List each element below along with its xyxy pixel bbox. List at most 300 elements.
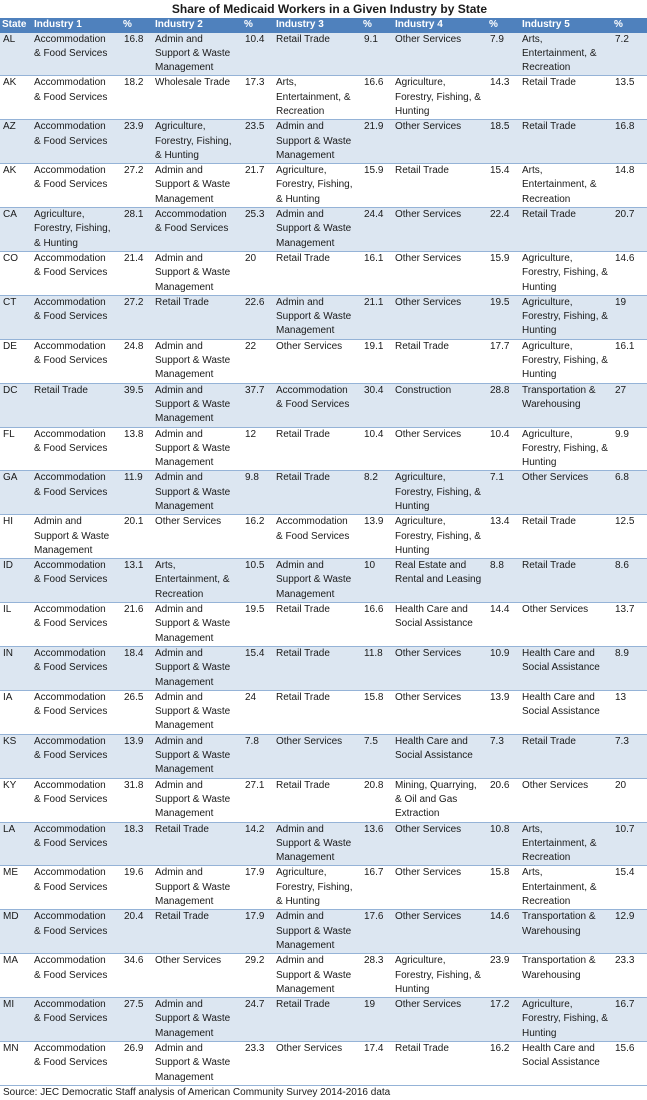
pct-3-cell: 24.4 [364, 209, 384, 221]
pct-4-cell: 7.1 [490, 472, 504, 484]
pct-4-cell: 10.8 [490, 823, 510, 835]
industry-5-cell: Arts, Entertainment, & Recreation [522, 823, 597, 864]
state-cell: AK [3, 77, 17, 89]
pct-5-cell: 16.8 [615, 121, 635, 133]
pct-5-cell: 9.9 [615, 428, 629, 440]
state-cell: CA [3, 209, 17, 221]
pct-3-cell: 16.7 [364, 867, 384, 879]
pct-1-cell: 13.8 [124, 428, 144, 440]
pct-2-cell: 12 [245, 428, 257, 440]
table-row [0, 339, 647, 383]
table-row [0, 734, 647, 778]
pct-4-cell: 18.5 [490, 121, 510, 133]
industry-1-cell: Accommodation & Food Services [34, 999, 108, 1025]
industry-2-cell: Arts, Entertainment, & Recreation [155, 560, 230, 600]
pct-5-cell: 7.3 [615, 735, 629, 747]
state-cell: FL [3, 428, 15, 440]
industry-table [0, 18, 647, 1086]
industry-3-cell: Retail Trade [276, 472, 330, 484]
industry-4-cell: Other Services [395, 999, 462, 1011]
header-industry-1: Industry 1 [32, 18, 121, 33]
pct-3-cell: 17.4 [364, 1042, 384, 1054]
header-pct-3: % [361, 18, 393, 33]
pct-3-cell: 10.4 [364, 428, 384, 440]
industry-4-cell: Other Services [395, 867, 462, 879]
pct-3-cell: 10 [364, 560, 376, 572]
pct-4-cell: 13.9 [490, 691, 510, 703]
pct-5-cell: 8.6 [615, 560, 629, 572]
pct-1-cell: 18.4 [124, 647, 144, 659]
industry-4-cell: Health Care and Social Assistance [395, 604, 473, 630]
pct-3-cell: 13.6 [364, 823, 384, 835]
pct-4-cell: 17.7 [490, 340, 510, 352]
industry-2-cell: Admin and Support & Waste Management [155, 999, 231, 1039]
industry-4-cell: Agriculture, Forestry, Fishing, & Hunting [395, 472, 481, 512]
state-cell: AL [3, 33, 16, 45]
state-cell: DC [3, 384, 18, 396]
industry-2-cell: Retail Trade [155, 911, 209, 923]
industry-4-cell: Other Services [395, 911, 462, 923]
pct-4-cell: 28.8 [490, 384, 510, 396]
pct-2-cell: 25.3 [245, 209, 265, 221]
industry-2-cell: Agriculture, Forestry, Fishing, & Hunting [155, 121, 232, 161]
table-row [0, 690, 647, 734]
pct-3-cell: 15.8 [364, 691, 384, 703]
pct-5-cell: 13.7 [615, 604, 635, 616]
pct-3-cell: 19 [364, 999, 376, 1011]
table-title: Share of Medicaid Workers in a Given Industry by State [171, 2, 488, 16]
pct-3-cell: 30.4 [364, 384, 384, 396]
table-row [0, 76, 647, 120]
pct-5-cell: 13 [615, 691, 627, 703]
state-cell: ME [3, 867, 18, 879]
pct-5-cell: 6.8 [615, 472, 629, 484]
industry-2-cell: Admin and Support & Waste Management [155, 472, 231, 512]
pct-1-cell: 26.5 [124, 691, 144, 703]
industry-2-cell: Other Services [155, 955, 222, 967]
industry-3-cell: Other Services [276, 735, 343, 747]
industry-2-cell: Admin and Support & Waste Management [155, 779, 231, 820]
pct-4-cell: 14.4 [490, 604, 510, 616]
industry-4-cell: Other Services [395, 33, 462, 45]
pct-5-cell: 13.5 [615, 77, 635, 89]
pct-2-cell: 22 [245, 340, 257, 352]
state-cell: IN [3, 647, 13, 659]
industry-3-cell: Admin and Support & Waste Management [276, 911, 352, 951]
pct-1-cell: 11.9 [124, 472, 143, 484]
state-cell: LA [3, 823, 16, 835]
industry-3-cell: Retail Trade [276, 647, 330, 659]
pct-2-cell: 29.2 [245, 955, 265, 967]
pct-4-cell: 14.6 [490, 911, 510, 923]
pct-1-cell: 27.2 [124, 296, 144, 308]
state-cell: HI [3, 516, 13, 528]
industry-4-cell: Retail Trade [395, 165, 449, 177]
pct-2-cell: 17.9 [245, 867, 265, 879]
pct-2-cell: 9.8 [245, 472, 259, 484]
state-cell: MD [3, 911, 19, 923]
pct-1-cell: 27.5 [124, 999, 144, 1011]
pct-5-cell: 16.1 [615, 340, 635, 352]
industry-2-cell: Admin and Support & Waste Management [155, 384, 231, 425]
industry-4-cell: Other Services [395, 647, 462, 659]
table-row [0, 559, 647, 603]
table-row [0, 603, 647, 647]
state-cell: MN [3, 1042, 19, 1054]
state-cell: IA [3, 691, 13, 703]
table-row [0, 164, 647, 208]
pct-2-cell: 37.7 [245, 384, 265, 396]
industry-5-cell: Health Care and Social Assistance [522, 1042, 600, 1069]
pct-3-cell: 11.8 [364, 647, 383, 659]
industry-1-cell: Accommodation & Food Services [34, 867, 108, 893]
industry-1-cell: Accommodation & Food Services [34, 33, 108, 59]
industry-4-cell: Other Services [395, 121, 462, 133]
state-cell: CT [3, 296, 17, 308]
header-pct-2: % [242, 18, 274, 33]
pct-2-cell: 10.4 [245, 33, 265, 45]
header-pct-1: % [121, 18, 153, 33]
industry-1-cell: Accommodation & Food Services [34, 472, 108, 498]
industry-5-cell: Arts, Entertainment, & Recreation [522, 867, 597, 908]
industry-2-cell: Admin and Support & Waste Management [155, 165, 231, 205]
table-row [0, 208, 647, 252]
pct-2-cell: 24 [245, 691, 257, 703]
industry-3-cell: Admin and Support & Waste Management [276, 823, 352, 864]
pct-1-cell: 24.8 [124, 340, 144, 352]
pct-4-cell: 8.8 [490, 560, 504, 572]
industry-3-cell: Retail Trade [276, 999, 330, 1011]
industry-1-cell: Agriculture, Forestry, Fishing, & Hunting [34, 209, 111, 249]
industry-3-cell: Admin and Support & Waste Management [276, 296, 352, 337]
industry-1-cell: Accommodation & Food Services [34, 1042, 108, 1069]
industry-5-cell: Retail Trade [522, 121, 576, 133]
pct-1-cell: 31.8 [124, 779, 144, 791]
industry-3-cell: Arts, Entertainment, & Recreation [276, 77, 351, 117]
industry-1-cell: Accommodation & Food Services [34, 779, 108, 805]
industry-3-cell: Agriculture, Forestry, Fishing, & Hunting [276, 165, 353, 205]
industry-5-cell: Agriculture, Forestry, Fishing, & Hunting [522, 340, 608, 381]
industry-2-cell: Other Services [155, 516, 222, 528]
industry-4-cell: Retail Trade [395, 1042, 449, 1054]
pct-1-cell: 27.2 [124, 165, 144, 177]
pct-2-cell: 23.3 [245, 1042, 265, 1054]
industry-5-cell: Health Care and Social Assistance [522, 647, 600, 674]
pct-1-cell: 20.4 [124, 911, 144, 923]
pct-2-cell: 20 [245, 252, 257, 264]
industry-3-cell: Other Services [276, 1042, 343, 1054]
table-row [0, 471, 647, 515]
pct-4-cell: 14.3 [490, 77, 510, 89]
industry-4-cell: Other Services [395, 209, 462, 221]
industry-5-cell: Agriculture, Forestry, Fishing, & Hunting [522, 428, 608, 469]
table-row [0, 295, 647, 339]
pct-3-cell: 8.2 [364, 472, 378, 484]
pct-3-cell: 7.5 [364, 735, 378, 747]
industry-2-cell: Retail Trade [155, 296, 209, 308]
table-row [0, 998, 647, 1042]
industry-3-cell: Agriculture, Forestry, Fishing, & Hunting [276, 867, 353, 908]
industry-1-cell: Accommodation & Food Services [34, 340, 108, 367]
industry-2-cell: Admin and Support & Waste Management [155, 647, 231, 688]
pct-3-cell: 17.6 [364, 911, 384, 923]
industry-1-cell: Accommodation & Food Services [34, 296, 108, 323]
state-cell: KY [3, 779, 17, 791]
pct-3-cell: 19.1 [364, 340, 384, 352]
industry-1-cell: Accommodation & Food Services [34, 77, 108, 103]
table-row [0, 120, 647, 164]
pct-4-cell: 13.4 [490, 516, 510, 528]
state-cell: IL [3, 604, 12, 616]
industry-5-cell: Other Services [522, 779, 589, 791]
industry-2-cell: Admin and Support & Waste Management [155, 867, 231, 908]
industry-3-cell: Accommodation & Food Services [276, 516, 350, 542]
industry-1-cell: Accommodation & Food Services [34, 735, 108, 762]
industry-5-cell: Retail Trade [522, 77, 576, 89]
pct-3-cell: 13.9 [364, 516, 384, 528]
pct-2-cell: 19.5 [245, 604, 265, 616]
pct-3-cell: 21.1 [364, 296, 384, 308]
pct-4-cell: 7.3 [490, 735, 504, 747]
pct-5-cell: 7.2 [615, 33, 629, 45]
pct-2-cell: 16.2 [245, 516, 265, 528]
industry-5-cell: Agriculture, Forestry, Fishing, & Hunting [522, 296, 608, 337]
industry-3-cell: Retail Trade [276, 604, 330, 616]
industry-5-cell: Retail Trade [522, 516, 576, 528]
industry-4-cell: Other Services [395, 823, 462, 835]
industry-1-cell: Accommodation & Food Services [34, 560, 108, 586]
industry-5-cell: Agriculture, Forestry, Fishing, & Hunting [522, 252, 608, 293]
pct-4-cell: 10.4 [490, 428, 510, 440]
industry-2-cell: Admin and Support & Waste Management [155, 340, 231, 381]
pct-2-cell: 24.7 [245, 999, 265, 1011]
header-industry-3: Industry 3 [274, 18, 361, 33]
pct-5-cell: 14.6 [615, 252, 635, 264]
table-row [0, 251, 647, 295]
pct-2-cell: 7.8 [245, 735, 259, 747]
industry-1-cell: Accommodation & Food Services [34, 647, 108, 674]
pct-5-cell: 15.6 [615, 1042, 635, 1054]
state-cell: AK [3, 165, 17, 177]
industry-1-cell: Admin and Support & Waste Management [34, 516, 110, 556]
table-row [0, 822, 647, 866]
pct-1-cell: 21.6 [124, 604, 144, 616]
header-industry-4: Industry 4 [393, 18, 487, 33]
industry-4-cell: Agriculture, Forestry, Fishing, & Hunting [395, 516, 481, 556]
pct-1-cell: 20.1 [124, 516, 144, 528]
industry-4-cell: Other Services [395, 296, 462, 308]
industry-3-cell: Retail Trade [276, 428, 330, 440]
table-row [0, 33, 647, 76]
industry-2-cell: Admin and Support & Waste Management [155, 252, 231, 293]
pct-2-cell: 15.4 [245, 647, 265, 659]
industry-3-cell: Admin and Support & Waste Management [276, 955, 352, 995]
pct-1-cell: 16.8 [124, 33, 144, 45]
pct-1-cell: 34.6 [124, 955, 144, 967]
pct-5-cell: 12.9 [615, 911, 635, 923]
table-row [0, 515, 647, 559]
pct-1-cell: 39.5 [124, 384, 144, 396]
industry-5-cell: Transportation & Warehousing [522, 384, 596, 410]
industry-3-cell: Retail Trade [276, 252, 330, 264]
pct-1-cell: 18.3 [124, 823, 144, 835]
industry-2-cell: Admin and Support & Waste Management [155, 735, 231, 776]
pct-1-cell: 23.9 [124, 121, 144, 133]
industry-2-cell: Accommodation & Food Services [155, 209, 229, 235]
pct-4-cell: 15.9 [490, 252, 510, 264]
industry-3-cell: Admin and Support & Waste Management [276, 121, 352, 161]
industry-4-cell: Health Care and Social Assistance [395, 735, 473, 762]
pct-2-cell: 14.2 [245, 823, 265, 835]
pct-4-cell: 10.9 [490, 647, 510, 659]
industry-3-cell: Retail Trade [276, 33, 330, 45]
industry-5-cell: Retail Trade [522, 735, 576, 747]
pct-3-cell: 9.1 [364, 33, 378, 45]
industry-4-cell: Other Services [395, 691, 462, 703]
pct-4-cell: 15.8 [490, 867, 510, 879]
state-cell: GA [3, 472, 18, 484]
header-industry-2: Industry 2 [153, 18, 242, 33]
industry-3-cell: Admin and Support & Waste Management [276, 209, 352, 249]
industry-1-cell: Retail Trade [34, 384, 88, 396]
industry-1-cell: Accommodation & Food Services [34, 604, 108, 630]
industry-4-cell: Agriculture, Forestry, Fishing, & Hunting [395, 77, 481, 117]
industry-1-cell: Accommodation & Food Services [34, 955, 108, 981]
state-cell: AZ [3, 121, 16, 133]
pct-2-cell: 23.5 [245, 121, 265, 133]
table-row [0, 383, 647, 427]
industry-3-cell: Retail Trade [276, 691, 330, 703]
pct-1-cell: 13.9 [124, 735, 144, 747]
pct-4-cell: 17.2 [490, 999, 510, 1011]
industry-4-cell: Mining, Quarrying, & Oil and Gas Extraction [395, 779, 477, 820]
pct-3-cell: 21.9 [364, 121, 384, 133]
pct-3-cell: 20.8 [364, 779, 384, 791]
table-row [0, 954, 647, 998]
pct-2-cell: 17.3 [245, 77, 265, 89]
pct-1-cell: 21.4 [124, 252, 144, 264]
pct-2-cell: 17.9 [245, 911, 265, 923]
pct-3-cell: 16.6 [364, 77, 384, 89]
industry-1-cell: Accommodation & Food Services [34, 911, 108, 937]
pct-5-cell: 27 [615, 384, 627, 396]
industry-1-cell: Accommodation & Food Services [34, 121, 108, 147]
pct-5-cell: 14.8 [615, 165, 635, 177]
header-state: State [0, 18, 32, 33]
pct-5-cell: 12.5 [615, 516, 635, 528]
table-row [0, 1041, 647, 1085]
industry-5-cell: Other Services [522, 604, 589, 616]
state-cell: ID [3, 560, 13, 572]
industry-1-cell: Accommodation & Food Services [34, 691, 108, 718]
industry-5-cell: Retail Trade [522, 209, 576, 221]
industry-5-cell: Health Care and Social Assistance [522, 691, 600, 718]
industry-2-cell: Admin and Support & Waste Management [155, 604, 231, 644]
pct-4-cell: 22.4 [490, 209, 510, 221]
pct-1-cell: 18.2 [124, 77, 144, 89]
pct-3-cell: 15.9 [364, 165, 384, 177]
industry-5-cell: Transportation & Warehousing [522, 955, 596, 981]
industry-2-cell: Admin and Support & Waste Management [155, 1042, 231, 1083]
industry-4-cell: Other Services [395, 428, 462, 440]
industry-2-cell: Admin and Support & Waste Management [155, 691, 231, 732]
state-cell: MI [3, 999, 15, 1011]
industry-2-cell: Wholesale Trade [155, 77, 231, 89]
pct-4-cell: 15.4 [490, 165, 510, 177]
state-cell: DE [3, 340, 17, 352]
industry-5-cell: Arts, Entertainment, & Recreation [522, 33, 597, 74]
table-row [0, 910, 647, 954]
industry-3-cell: Other Services [276, 340, 343, 352]
table-row [0, 427, 647, 471]
header-industry-5: Industry 5 [520, 18, 612, 33]
industry-2-cell: Admin and Support & Waste Management [155, 428, 231, 469]
pct-5-cell: 20.7 [615, 209, 635, 221]
industry-5-cell: Arts, Entertainment, & Recreation [522, 165, 597, 205]
table-row [0, 778, 647, 822]
industry-1-cell: Accommodation & Food Services [34, 823, 108, 849]
pct-1-cell: 26.9 [124, 1042, 144, 1054]
pct-2-cell: 10.5 [245, 560, 265, 572]
pct-4-cell: 19.5 [490, 296, 510, 308]
pct-3-cell: 16.1 [364, 252, 384, 264]
header-row [0, 18, 647, 33]
industry-4-cell: Agriculture, Forestry, Fishing, & Hunting [395, 955, 481, 995]
industry-4-cell: Retail Trade [395, 340, 449, 352]
pct-4-cell: 16.2 [490, 1042, 510, 1054]
table-row [0, 646, 647, 690]
pct-4-cell: 20.6 [490, 779, 510, 791]
state-cell: MA [3, 955, 18, 967]
table-row [0, 866, 647, 910]
pct-5-cell: 15.4 [615, 867, 635, 879]
pct-5-cell: 10.7 [615, 823, 635, 835]
pct-2-cell: 21.7 [245, 165, 265, 177]
pct-5-cell: 8.9 [615, 647, 629, 659]
pct-5-cell: 20 [615, 779, 627, 791]
industry-3-cell: Admin and Support & Waste Management [276, 560, 352, 600]
pct-1-cell: 28.1 [124, 209, 144, 221]
header-pct-4: % [487, 18, 520, 33]
industry-4-cell: Other Services [395, 252, 462, 264]
industry-4-cell: Real Estate and Rental and Leasing [395, 560, 482, 586]
industry-1-cell: Accommodation & Food Services [34, 165, 108, 191]
pct-2-cell: 27.1 [245, 779, 265, 791]
industry-5-cell: Other Services [522, 472, 589, 484]
table-body [0, 33, 647, 1086]
pct-2-cell: 22.6 [245, 296, 265, 308]
industry-5-cell: Agriculture, Forestry, Fishing, & Hunting [522, 999, 608, 1039]
industry-3-cell: Retail Trade [276, 779, 330, 791]
pct-4-cell: 7.9 [490, 33, 504, 45]
pct-5-cell: 23.3 [615, 955, 635, 967]
pct-1-cell: 19.6 [124, 867, 144, 879]
pct-5-cell: 19 [615, 296, 627, 308]
industry-3-cell: Accommodation & Food Services [276, 384, 350, 410]
source-note: Source: JEC Democratic Staff analysis of American Community Survey 2014-2016 data [3, 1086, 391, 1098]
pct-1-cell: 13.1 [124, 560, 144, 572]
state-cell: CO [3, 252, 18, 264]
pct-3-cell: 16.6 [364, 604, 384, 616]
industry-5-cell: Transportation & Warehousing [522, 911, 596, 937]
pct-4-cell: 23.9 [490, 955, 510, 967]
state-cell: KS [3, 735, 17, 747]
industry-4-cell: Construction [395, 384, 452, 396]
industry-1-cell: Accommodation & Food Services [34, 252, 108, 279]
pct-5-cell: 16.7 [615, 999, 635, 1011]
industry-2-cell: Admin and Support & Waste Management [155, 33, 231, 74]
pct-3-cell: 28.3 [364, 955, 384, 967]
